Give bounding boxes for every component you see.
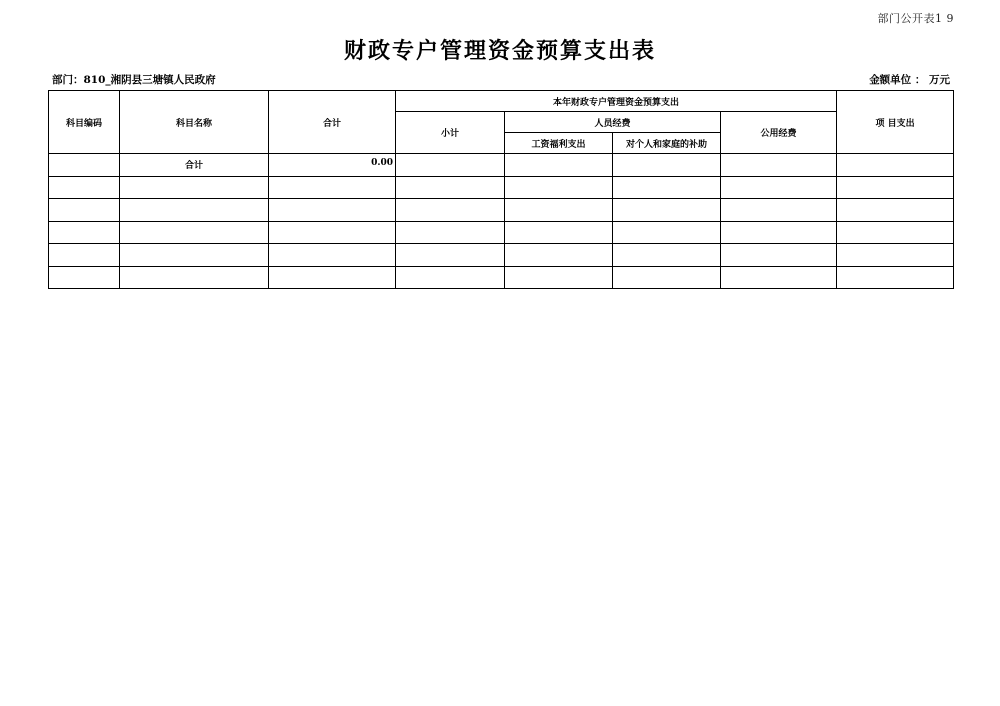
table-cell — [120, 199, 269, 222]
table-cell — [269, 244, 396, 267]
table-cell — [120, 221, 269, 244]
table-cell — [613, 176, 721, 199]
table-row — [49, 244, 954, 267]
table-cell — [505, 199, 613, 222]
table-row — [49, 176, 954, 199]
table-cell — [269, 176, 396, 199]
table-cell — [721, 199, 837, 222]
table-cell — [396, 199, 505, 222]
table-cell — [49, 176, 120, 199]
table-cell — [505, 266, 613, 289]
table-row-total — [49, 154, 954, 177]
table-cell — [49, 154, 120, 177]
table-cell — [505, 176, 613, 199]
header-project-expenditure: 项 目支出 — [837, 91, 954, 154]
table-cell — [721, 266, 837, 289]
table-cell — [505, 221, 613, 244]
table-cell — [396, 244, 505, 267]
table-cell — [49, 266, 120, 289]
table-cell — [721, 154, 837, 177]
table-number: 部门公开表1 9 — [877, 12, 954, 25]
header-public-expenditure: 公用经费 — [721, 112, 837, 154]
table-cell — [613, 221, 721, 244]
header-personnel-group: 人员经费 — [505, 112, 721, 133]
table-cell — [613, 154, 721, 177]
budget-table — [48, 90, 954, 289]
table-cell — [120, 244, 269, 267]
table-row — [49, 199, 954, 222]
table-cell — [505, 244, 613, 267]
table-cell — [120, 176, 269, 199]
table-cell — [613, 266, 721, 289]
table-cell — [837, 176, 954, 199]
header-total: 合计 — [269, 91, 396, 154]
table-cell — [396, 154, 505, 177]
table-cell — [837, 199, 954, 222]
header-subject-code: 科目编码 — [49, 91, 120, 154]
table-cell — [120, 266, 269, 289]
header-current-year-group: 本年财政专户管理资金预算支出 — [396, 91, 837, 112]
total-row-label: 合计 — [120, 154, 269, 177]
table-cell — [613, 244, 721, 267]
header-wages-welfare: 工资福利支出 — [505, 133, 613, 154]
table-cell — [396, 221, 505, 244]
amount-unit-label: 金额单位 ： 万元 — [869, 74, 950, 86]
table-cell — [49, 199, 120, 222]
table-cell — [613, 199, 721, 222]
header-subtotal: 小计 — [396, 112, 505, 154]
table-row — [49, 221, 954, 244]
table-cell — [837, 221, 954, 244]
header-subject-name: 科目名称 — [120, 91, 269, 154]
table-cell — [396, 266, 505, 289]
table-cell — [269, 266, 396, 289]
table-cell — [721, 221, 837, 244]
table-cell — [837, 154, 954, 177]
table-cell — [721, 176, 837, 199]
table-cell — [837, 266, 954, 289]
department-label: 部门：810_湘阴县三塘镇人民政府 — [52, 74, 216, 86]
table-row — [49, 266, 954, 289]
table-cell — [49, 221, 120, 244]
table-cell — [505, 154, 613, 177]
table-cell — [396, 176, 505, 199]
table-cell — [269, 199, 396, 222]
header-household-subsidy: 对个人和家庭的补助 — [613, 133, 721, 154]
table-cell — [837, 244, 954, 267]
table-cell — [269, 221, 396, 244]
table-cell — [49, 244, 120, 267]
total-row-amount: 0.00 — [269, 154, 396, 177]
page-title: 财政专户管理资金预算支出表 — [343, 38, 656, 64]
table-cell — [721, 244, 837, 267]
